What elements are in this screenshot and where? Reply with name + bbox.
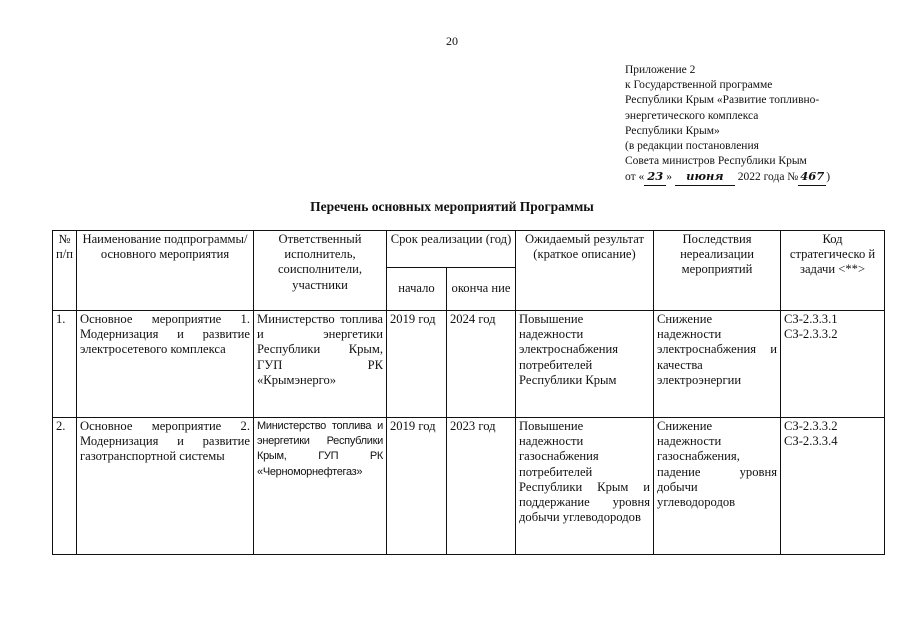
row-codes: [781, 311, 885, 418]
appendix-line: Республики Крым»: [625, 124, 720, 137]
appendix-line: Совета министров Республики Крым: [625, 155, 807, 168]
row-end: 2024 год: [447, 311, 516, 418]
header-name: Наименование подпрограммы/основного мероприятия: [77, 231, 254, 311]
appendix-line: Приложение 2: [625, 64, 696, 76]
row-consequences: Снижение надежности газоснабжения, падение уровня добычи углеводородов: [654, 418, 781, 555]
header-period: Срок реализации (год): [387, 231, 516, 268]
strategic-code: СЗ-2.3.3.2: [784, 327, 838, 342]
appendix-line: к Государственной программе: [625, 79, 773, 92]
table-header-row: [53, 231, 885, 268]
strategic-code: СЗ-2.3.3.2: [784, 419, 838, 433]
row-result: Повышение надежности газоснабжения потребителей Республики Крым и поддержание уровня добычи углеводородов: [516, 418, 654, 555]
header-num: № п/п: [53, 231, 77, 311]
strategic-code: СЗ-2.3.3.1: [784, 312, 838, 326]
row-start: 2019 год: [387, 311, 447, 418]
table-row: [53, 418, 885, 555]
date-prefix: от «: [625, 171, 645, 184]
date-close: ): [826, 171, 831, 184]
row-num: 1.: [53, 311, 77, 418]
row-consequences: Снижение надежности электроснабжения и качества электроэнергии: [654, 311, 781, 418]
page-number: 20: [446, 34, 458, 48]
row-num: 2.: [53, 418, 77, 555]
measures-table: [52, 230, 885, 555]
row-responsible: Министерство топлива и энергетики Республики Крым, ГУП РК «Крымэнерго»: [254, 311, 387, 418]
row-responsible: Министерство топлива и энергетики Республики Крым, ГУП РК «Черноморнефтегаз»: [254, 418, 387, 555]
appendix-line: Республики Крым «Развитие топливно-: [625, 94, 820, 107]
strategic-code: СЗ-2.3.3.4: [784, 434, 838, 449]
header-responsible: Ответственный исполнитель, соисполнители, участники: [254, 231, 387, 311]
handwritten-number: 467: [798, 169, 826, 185]
appendix-line: энергетического комплекса: [625, 109, 759, 122]
header-result: Ожидаемый результат (краткое описание): [516, 231, 654, 311]
handwritten-day: 23: [644, 169, 666, 185]
document-title: Перечень основных мероприятий Программы: [310, 199, 594, 214]
row-start: 2019 год: [387, 418, 447, 555]
row-end: 2023 год: [447, 418, 516, 555]
resolution-date-line: [625, 169, 885, 185]
table-row: [53, 311, 885, 418]
row-name: Основное мероприятие 2. Модернизация и развитие газотранспортной системы: [77, 418, 254, 555]
row-codes: [781, 418, 885, 555]
handwritten-month: июня: [675, 169, 735, 185]
row-result: Повышение надежности электроснабжения потребителей Республики Крым: [516, 311, 654, 418]
row-name: Основное мероприятие 1. Модернизация и развитие электросетевого комплекса: [77, 311, 254, 418]
header-consequences: Последствия нереализации мероприятий: [654, 231, 781, 311]
appendix-block: [625, 63, 885, 186]
appendix-line: (в редакции постановления: [625, 140, 759, 153]
header-code: Код стратегическо й задачи <**>: [781, 231, 885, 311]
date-mid: »: [666, 171, 672, 184]
header-start: начало: [387, 268, 447, 311]
date-suffix: 2022 года №: [737, 171, 799, 184]
header-end: оконча ние: [447, 268, 516, 311]
